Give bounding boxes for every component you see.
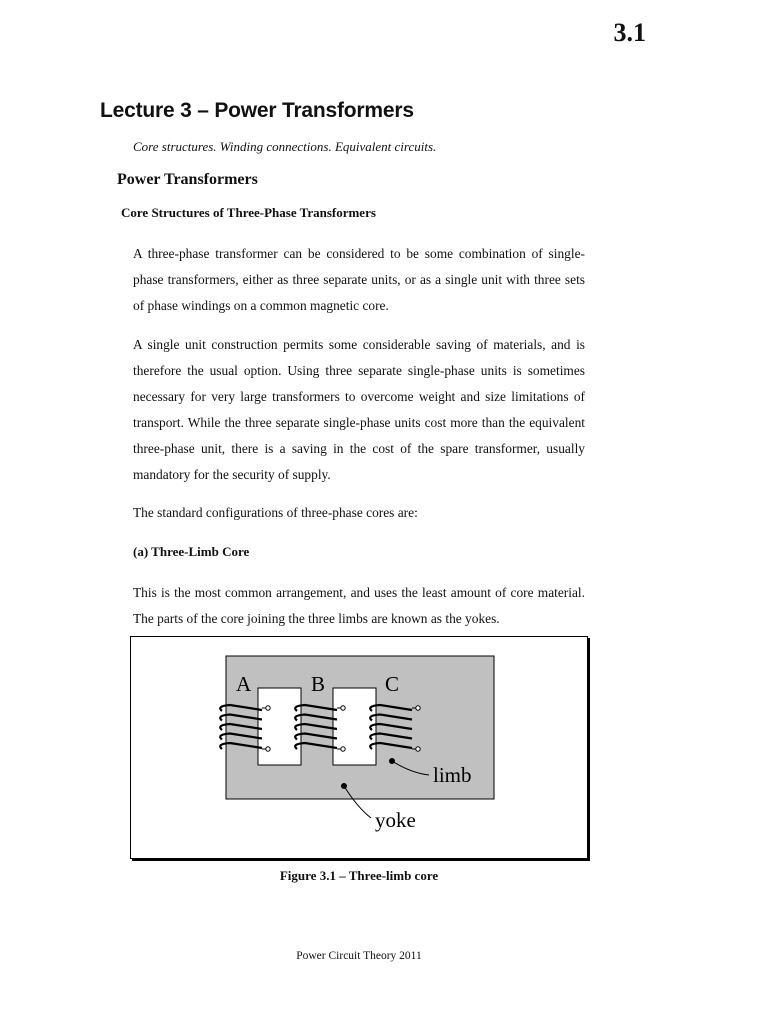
limb-label-a: A (236, 672, 252, 696)
lecture-subtitle: Core structures. Winding connections. Equivalent circuits. (133, 139, 437, 154)
figure-caption: Figure 3.1 – Three-limb core (279, 868, 439, 883)
item-heading-three-limb: (a) Three-Limb Core (133, 544, 250, 559)
paragraph-three-limb: This is the most common arrangement, and uses the least amount of core material. The parts of the core joining the three limbs are known as the yokes. (133, 585, 585, 626)
lecture-title: Lecture 3 – Power Transformers (100, 99, 414, 122)
subsection-heading: Core Structures of Three-Phase Transformers (121, 205, 376, 220)
section-heading: Power Transformers (117, 171, 258, 188)
terminal-dot (341, 747, 345, 751)
figure-three-limb-core (130, 636, 588, 859)
limb-label-b: B (311, 672, 326, 696)
terminal-dot (266, 706, 270, 710)
yoke-callout-label: yoke (375, 808, 416, 832)
terminal-dot (416, 747, 420, 751)
paragraph-configurations: The standard configurations of three-phase cores are: (133, 505, 418, 520)
terminal-dot (341, 706, 345, 710)
page-number: 3.1 (613, 18, 646, 47)
terminal-dot (416, 706, 420, 710)
page-footer: Power Circuit Theory 2011 (296, 950, 422, 962)
paragraph-single-unit: A single unit construction permits some considerable saving of materials, and is therefore the usual option. Using three separate single-phase units is sometimes necessary for very large transformers to overcome weight and size limitations of transport. While the three separate single-phase units cost more than the equivalent three-phase unit, there is a saving in the cost of the spare transformer, usually mandatory for the security of supply. (133, 337, 585, 482)
limb-label-c: C (385, 672, 400, 696)
terminal-dot (266, 747, 270, 751)
three-limb-core-diagram (131, 637, 587, 858)
limb-callout-label: limb (433, 763, 472, 787)
paragraph-intro: A three-phase transformer can be considered to be some combination of single-phase transformers, either as three separate units, or as a single unit with three sets of phase windings on a common magnetic core. (133, 246, 585, 313)
